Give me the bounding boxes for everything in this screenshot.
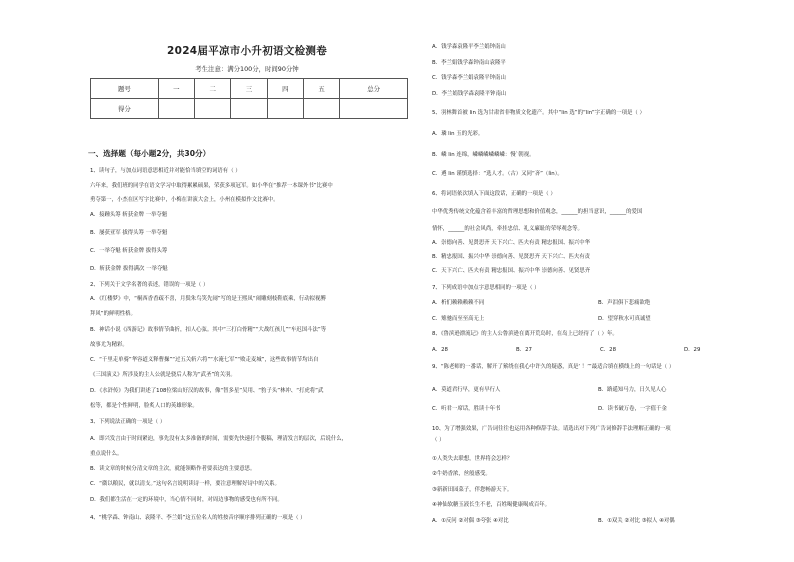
question-line: C．一举夺魁 斩获金牌 拔得头筹 <box>90 248 168 254</box>
question-line: 六年来，我们班的同学在语文学习中取得累累硕果，荣获多项冠军。如小华在“推荐一本课外书”比赛中 <box>90 183 333 189</box>
section-title: 一、选择题（每小题2分，共30分） <box>88 149 211 158</box>
option-item: D．望穿秋水可真诚望 <box>598 316 651 322</box>
question-line: 重点说什么。 <box>90 451 123 457</box>
question-line: D．李兰娟钱学森袁隆平钟南山 <box>432 91 507 97</box>
question-line: 8、《鲁滨逊漂流记》的主人公鲁滨逊在离开荒岛时，在岛上已经待了（ ）年。 <box>432 331 618 337</box>
question-line: A．接踵头筹 斩获金牌 一举夺魁 <box>90 212 168 218</box>
question-line: 松等，都是个性鲜明，脸炙人口的英雄形象。 <box>90 403 198 409</box>
score-cell[interactable] <box>231 99 267 119</box>
question-line: A．即兴发言由于时间紧迫，事先没有太多准备的时间，需要先快速打个腹稿，理清发言的层次，后说什么， <box>90 436 348 442</box>
right-column <box>428 0 756 562</box>
question-line: C．“衞以粮民，就以清支。”这句名言说明读诗一样，要注意理解好诗中的关系。 <box>90 481 280 487</box>
left-column <box>88 0 406 562</box>
question-line: 拜风”的鲜明性格。 <box>90 311 136 317</box>
question-line: 《三国演义》所涉及的主人公就是骁后人称为“武圣”的关羽。 <box>90 372 236 378</box>
score-cell: 总分 <box>340 79 408 99</box>
question-line: B．李兰娟钱学森钟南山袁隆平 <box>432 60 506 66</box>
score-cell: 三 <box>231 79 267 99</box>
score-cell[interactable] <box>303 99 339 119</box>
question-line: 中华优秀传统文化蕴含着丰富的哲理思想和价值观念，______的担当意识，______的爱国 <box>432 209 643 215</box>
question-line: ④神仙软糖玉液长生不老，百姓喝健康喝成百年。 <box>432 502 551 508</box>
option-item: A．28 <box>432 347 448 353</box>
option-item: C．听君一席话，胜读十年书 <box>432 406 501 412</box>
question-line: B．嶙 lin 连绵，嶙嶙嶙嶙嶙嶙：慢`朝视。 <box>432 152 535 158</box>
question-line: 情怀，______的社会风尚，牵挂忠信、礼义廉耻的荣辱观念等。 <box>432 226 583 232</box>
score-table-score-row <box>91 99 408 119</box>
question-line: A．璘 lin 玉的光彩。 <box>432 131 484 137</box>
question-line: A．《红楼梦》中，“桐西香香疏不喜，月鬓朱鸟笑先闹”写的是王熙凤“闹雕刻枝鞋底乘，行动拟视膊 <box>90 296 326 302</box>
question-line: 4、“桃学森、钟南山、袁隆平、李兰娟”这五位名人的姓按音序顺序排列正确的一项是（ ） <box>90 515 306 521</box>
question-line: B．神话小说《西游记》故事情节曲折，扣人心弦。其中“三打白骨精”“大战红孩儿”“车迟国斗法”等 <box>90 327 327 333</box>
option-item: D．读书破万卷，一字值千金 <box>598 406 667 412</box>
question-line: （ ） <box>432 437 445 443</box>
score-cell: 题号 <box>91 79 159 99</box>
question-line: 7、下列成语中加点字意思相同的一项是（ ） <box>432 285 540 291</box>
score-table-header-row <box>91 79 408 99</box>
question-line: C．“千里走单骑”华容道义释曹操”“过五关斩六将”“水淹七军”“败走麦城”，这些故事情节均出自 <box>90 357 319 363</box>
question-line: B．精忠报国、振兴中华 崇德向善、见贤思齐 天下兴亡、匹夫有责 <box>432 254 591 260</box>
question-line: ③新新田园菜子，伴您畅游天下。 <box>432 487 513 493</box>
option-item: A．莫道君行早，更有早行人 <box>432 387 501 393</box>
score-cell[interactable] <box>340 99 408 119</box>
question-line: D．斩获金牌 拔得满次 一举夺魁 <box>90 266 168 272</box>
score-cell[interactable] <box>195 99 231 119</box>
option-item: A．①反问 ②对偶 ③夸张 ④对比 <box>432 518 509 524</box>
option-item: D．29 <box>684 347 701 353</box>
question-line: 2、下列关于文学名著的表述，错误的一项是（ ） <box>90 282 209 288</box>
exam-title: 2024届平凉市小升初语文检测卷 <box>166 45 328 57</box>
question-line: 9、“陈老师的一番话，解开了萦绕在我心中许久的疑惑，真是‘ ！’”最适合填在横线上的一句话是（ ） <box>432 364 675 370</box>
question-line: A．崇德向善、见贤思齐 天下兴亡、匹夫有责 精忠报国、振兴中华 <box>432 240 591 246</box>
question-line: B．屡获亚军 拔得头筹 一举夺魁 <box>90 230 168 236</box>
score-cell: 一 <box>158 79 194 99</box>
option-item: B．27 <box>516 347 532 353</box>
score-cell: 得分 <box>91 99 159 119</box>
question-line: 勇夺第一，小杰在区写字比赛中，小梅在讲演大会上，小州在模拟作文比赛中。 <box>90 197 279 203</box>
question-line: 3、下列说法正确的一项是（ ） <box>90 419 166 425</box>
question-line: A．钱学森袁隆平李兰娟钟南山 <box>432 44 506 50</box>
exam-notice: 考生注意：满分100分，时间90分钟 <box>195 65 299 73</box>
question-line: A．析们赖赖赖赖不同 <box>432 300 485 306</box>
question-line: C．雉驰而至至高无上 <box>432 316 485 322</box>
question-line: 6、将词语依次填入下面这段话，正确的一项是（ ） <box>432 191 556 197</box>
score-cell: 五 <box>303 79 339 99</box>
question-line: C．钱学森李兰娟袁隆平钟南山 <box>432 75 506 81</box>
score-table <box>90 78 408 119</box>
score-cell: 二 <box>195 79 231 99</box>
question-line: C．天下兴亡、匹夫有责 精忠报国、振兴中华 崇德向善、见贤思齐 <box>432 268 591 274</box>
option-item: B．路遥知马力，日久见人心 <box>598 387 667 393</box>
question-line: 10、为了增强效果，广告词往往也运用各种修辞手法。请选出对下列广告词修辞手法理解正确的一项 <box>432 426 671 432</box>
question-line: 5、羽林舞首被 lin 选为甘肃省非物质文化遗产。其中“lin 选”的“lin”字正确的一项是（ ） <box>432 110 645 116</box>
option-item: C．28 <box>600 347 617 353</box>
score-cell[interactable] <box>158 99 194 119</box>
question-line: ①人类失去联想，世界将会怎样？ <box>432 456 513 462</box>
question-line: 故事尤为精彩。 <box>90 342 128 348</box>
question-line: ②牛奶香浓，丝般感受。 <box>432 471 491 477</box>
score-cell: 四 <box>267 79 303 99</box>
option-item: B．①双关 ②对比 ③拟人 ④对偶 <box>598 518 675 524</box>
question-line: 1、读句子，与加点词语意思相近并对能恰当填空的词语有（ ） <box>90 168 241 174</box>
question-line: C．遴 lin 谨慎选择：“选人才。（古）又同“吝”（lìn）。 <box>432 171 563 177</box>
question-line: B．读文章的时候分清文章的主次，就能领略作者要表达的主要意思。 <box>90 466 256 472</box>
question-line: D．我们都生活在一定的环境中，当心情不同时，对周边事物的感受也有所不同。 <box>90 497 283 503</box>
score-cell[interactable] <box>267 99 303 119</box>
question-line: D．《水浒传》为我们讲述了108位梁山好汉的故事，像“智多星”吴用、“豹子头”林冲、“打虎将”武 <box>90 388 324 394</box>
option-item: B．声泪俱下悲痛欲绝 <box>598 300 651 306</box>
